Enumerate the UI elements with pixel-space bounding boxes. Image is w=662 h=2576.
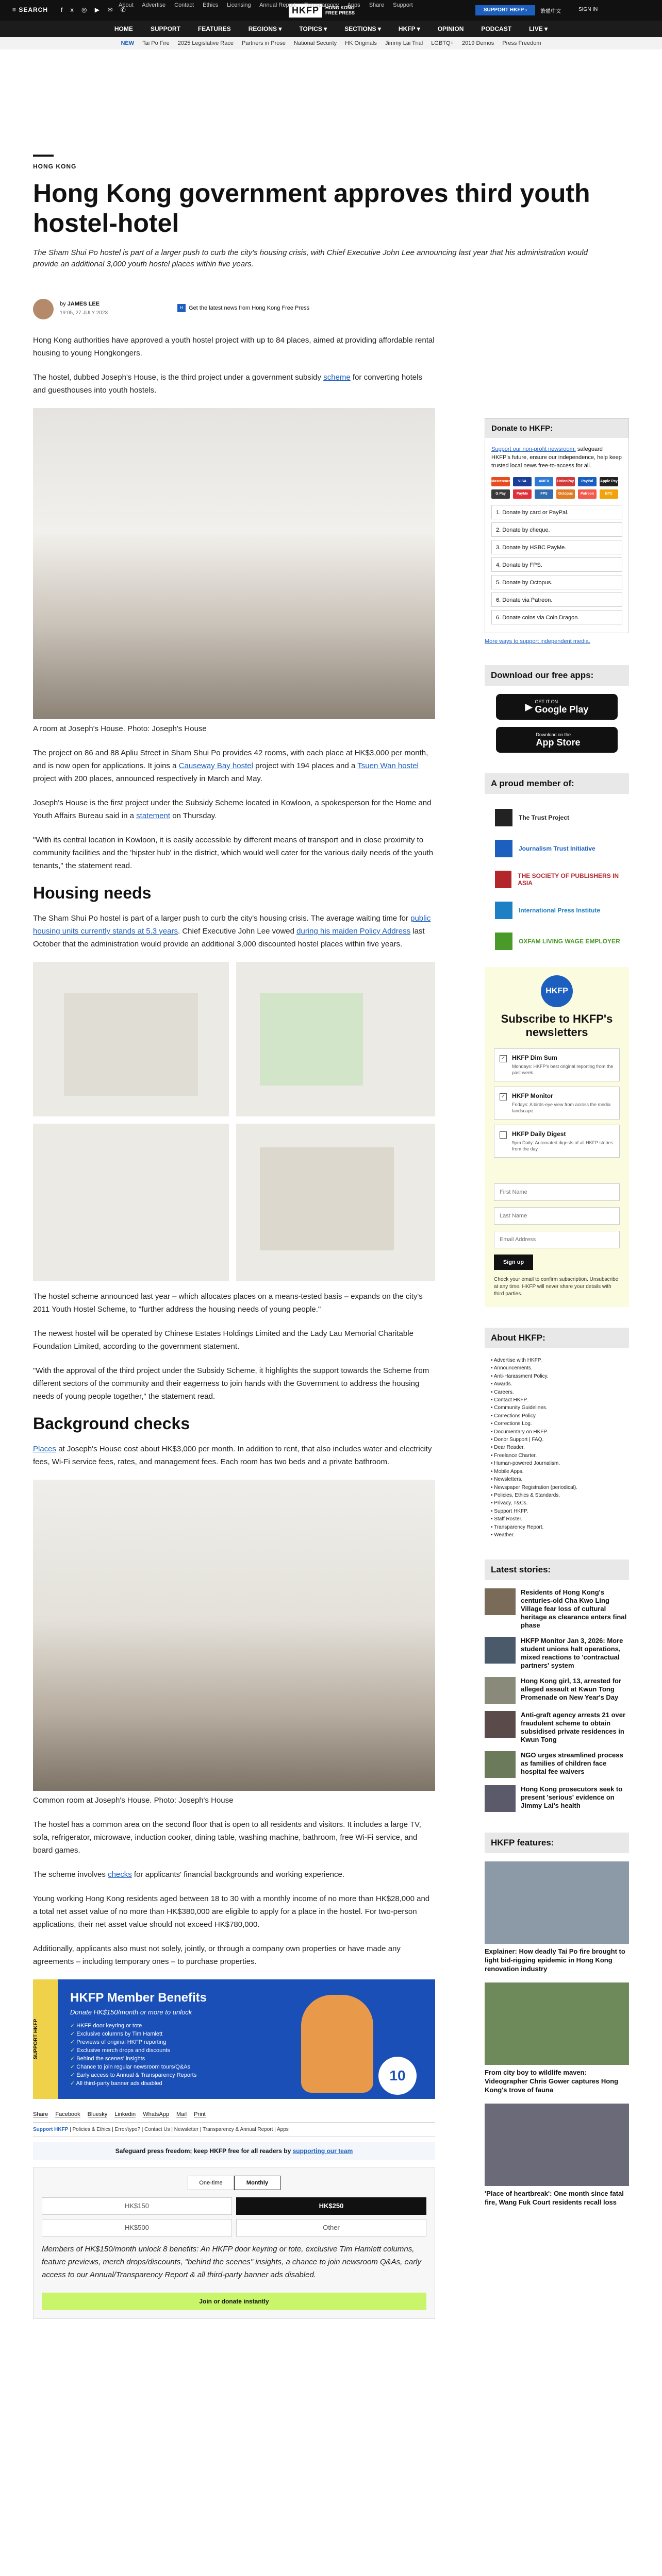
nav-home[interactable]: HOME [114, 25, 133, 32]
article-kicker[interactable]: HONG KONG [33, 163, 77, 170]
benefit-item: ✓ All third-party banner ads disabled [70, 2079, 196, 2088]
payment-method-icon: Patreon [578, 489, 597, 499]
paragraph: The Sham Shui Po hostel is part of a larger push to curb the city's housing crisis. The average waiting time for public housing units currently stands at 5.3 years. Chief Executive John Lee vowed during his maiden Policy Address last October that the administration would provide an additional 3,000 discounted hostel places within five years. [33, 914, 431, 948]
photo-caption: A room at Joseph's House. Photo: Joseph's House [33, 724, 207, 733]
about-link[interactable]: • Advertise with HKFP. [491, 1357, 629, 1364]
top-link-share[interactable]: Share [369, 2, 385, 8]
apps-title: Download our free apps: [485, 665, 629, 686]
author-avatar [33, 299, 54, 319]
member-logo-mark [495, 809, 512, 826]
member-logo-name: Journalism Trust Initiative [519, 845, 595, 852]
publish-date: 19:05, 27 JULY 2023 [60, 310, 108, 316]
about-link[interactable]: • Support HKFP. [491, 1507, 629, 1515]
story-thumbnail [485, 1677, 516, 1704]
newsletter-desc: 9pm Daily: Automated digests of all HKFP stories from the day. [512, 1140, 613, 1151]
member-logo[interactable] [485, 895, 629, 926]
support-team-link[interactable]: supporting our team [292, 2147, 353, 2155]
map-block [64, 993, 198, 1096]
benefits-side-label: SUPPORT HKFP [33, 1979, 58, 2099]
about-link[interactable]: • Corrections Policy. [491, 1412, 629, 1420]
subnav-item[interactable]: Jimmy Lai Trial [385, 40, 423, 46]
top-link-contact[interactable]: Contact [174, 2, 194, 8]
payment-method-icon: UnionPay [556, 477, 575, 486]
benefit-item: ✓ Exclusive columns by Tim Hamlett [70, 2030, 196, 2038]
story-title: HKFP Monitor Jan 3, 2026: More student unions halt operations, mixed reactions to 'contractual partners' system [521, 1637, 623, 1670]
sub-nav [0, 37, 662, 49]
map-block [260, 1147, 394, 1250]
features-title: HKFP features: [485, 1833, 629, 1853]
latest-story[interactable] [485, 1637, 629, 1670]
story-thumbnail [485, 1751, 516, 1778]
paragraph: Places at Joseph's House cost about HK$3,000 per month. In addition to rent, that also includes water and electricity fees, Wi-Fi service fees, rates, and management fees. Each room has two beds and a private bathroom. [33, 1445, 432, 1466]
story-title: Residents of Hong Kong's centuries-old Cha Kwo Ling Village fear loss of cultural heritage as clearance enters final phase [521, 1588, 627, 1630]
section-heading-housing: Housing needs [33, 884, 152, 902]
latest-story[interactable] [485, 1677, 629, 1704]
member-logo[interactable] [485, 926, 629, 957]
amount-option-selected[interactable]: HK$250 [236, 2197, 426, 2215]
nav-hkfp[interactable]: HKFP ▾ [398, 25, 420, 32]
feature-title: 'Place of heartbreak': One month since fatal fire, Wang Fuk Court residents recall loss [485, 2190, 624, 2207]
newsletter-options [494, 1048, 620, 1158]
newsletter-option[interactable] [494, 1048, 620, 1081]
social-icons[interactable]: f x ◎ ▶ ✉ ✆ [61, 6, 129, 13]
map-park [260, 993, 363, 1086]
donate-card [485, 418, 629, 633]
about-link[interactable]: • Weather. [491, 1531, 629, 1539]
newsletter-option[interactable] [494, 1125, 620, 1158]
kicker-divider [33, 155, 54, 157]
about-link[interactable]: • Announcements. [491, 1364, 629, 1372]
member-logo-mark [495, 840, 512, 857]
member-logo-name: OXFAM LIVING WAGE EMPLOYER [519, 938, 620, 945]
email-input[interactable] [494, 1231, 620, 1248]
newsletter-name: HKFP Daily Digest [512, 1130, 566, 1138]
location-map[interactable] [33, 962, 435, 1281]
share-label[interactable]: Share [33, 2111, 48, 2117]
article-body [33, 334, 435, 2319]
about-link[interactable]: • Transparency Report. [491, 1523, 629, 1531]
support-hkfp-button[interactable]: SUPPORT HKFP › [475, 5, 535, 15]
latest-stories [485, 1588, 629, 1812]
member-benefits-note: Members of HK$150/month unlock 8 benefits: An HKFP door keyring or tote, exclusive Tim Hamlett columns, feature previews, merch drops/discounts, "behind the scenes" insights, a chance to join newsroom Q&As, early access to our Annual/Transparency Report & all third-party banner ads disabled. [42, 2245, 422, 2279]
payment-method-icon: FPS [535, 489, 553, 499]
latest-story[interactable] [485, 1751, 629, 1778]
member-logo[interactable] [485, 864, 629, 895]
nav-topics[interactable]: TOPICS ▾ [299, 25, 327, 32]
member-logo-name: The Trust Project [519, 814, 570, 821]
donate-title: Donate to HKFP: [485, 419, 628, 438]
newsletter-signup [485, 967, 629, 1307]
about-link[interactable]: • Awards. [491, 1380, 629, 1388]
paragraph: The hostel, dubbed Joseph's House, is the third project under a government subsidy scheme for converting hotels and guesthouses into youth hostels. [33, 373, 422, 395]
about-link[interactable]: • Newsletters. [491, 1476, 629, 1483]
about-link[interactable]: • Mobile Apps. [491, 1468, 629, 1476]
paragraph: The hostel scheme announced last year – which allocates places on a means-tested basis – expands on the city's 2011 Youth Hostel Scheme, to "further address the housing needs of young people." [33, 1292, 423, 1314]
causeway-bay-link[interactable]: Causeway Bay hostel [178, 761, 253, 770]
member-logo-mark [495, 933, 512, 950]
paragraph: Young working Hong Kong residents aged between 18 to 30 with a monthly income of no more than HK$28,000 and a total net asset value of no more than HK$380,000 are eligible to apply for a place in the hostel. For two-person applications, their net asset value should not exceed HK$780,000. [33, 1894, 430, 1929]
top-link-ethics[interactable]: Ethics [203, 2, 219, 8]
benefit-item: ✓ HKFP door keyring or tote [70, 2022, 196, 2030]
logo-text: HONG KONG FREE PRESS [325, 5, 355, 15]
common-room-photo [33, 1480, 435, 1791]
about-link[interactable]: • Freelance Charter. [491, 1452, 629, 1460]
newsletter-option[interactable] [494, 1087, 620, 1120]
top-link-transparency[interactable]: Transparency [304, 2, 339, 8]
donate-intro: Support our non-profit newsroom: safeguard HKFP's future, ensure our independence, help keep trusted local news free-to-access for all. [491, 446, 622, 469]
main-nav [0, 21, 662, 37]
member-logo-name: International Press Institute [519, 907, 601, 914]
checks-link[interactable]: checks [108, 1870, 132, 1879]
sidebar [485, 418, 629, 2216]
member-title: A proud member of: [485, 773, 629, 794]
nav-opinion[interactable]: OPINION [437, 25, 464, 32]
policy-address-link[interactable]: during his maiden Policy Address [296, 927, 411, 936]
paragraph: The hostel has a common area on the second floor that is open to all residents and visitors. It includes a large TV, sofa, refrigerator, microwave, induction cooker, dining table, washing machine, bathroom, free Wi-Fi service, and board games. [33, 1820, 421, 1855]
app-store-badge[interactable]: Download on the App Store [496, 727, 618, 753]
paragraph: Joseph's House is the first project under the Subsidy Scheme located in Kowloon, a spokesperson for the Home and Youth Affairs Bureau said in a statement on Thursday. [33, 799, 432, 820]
newsletter-logo: HKFP [541, 975, 573, 1007]
about-link[interactable]: • Anti-Harassment Policy. [491, 1372, 629, 1380]
donation-amounts [42, 2197, 426, 2236]
language-link[interactable]: 繁體中文 [540, 9, 561, 14]
scheme-link[interactable]: scheme [323, 373, 351, 382]
payment-method-icon: Apple Pay [600, 477, 618, 486]
subnav-item[interactable]: LGBTQ+ [431, 40, 454, 46]
payment-method-icon: PayMe [513, 489, 532, 499]
payment-method-icon: BTC [600, 489, 618, 499]
benefits-subtitle: Donate HK$150/month or more to unlock [70, 2008, 192, 2016]
nav-sections[interactable]: SECTIONS ▾ [344, 25, 381, 32]
latest-story[interactable] [485, 1711, 629, 1744]
share-print[interactable]: Print [194, 2111, 206, 2117]
story-thumbnail [485, 1711, 516, 1738]
story-title: NGO urges streamlined process as families of children face hospital fee waivers [521, 1751, 623, 1776]
feature-image [485, 1982, 629, 2065]
payment-method-icon: Mastercard [491, 477, 510, 486]
feature-image [485, 1861, 629, 1944]
share-facebook[interactable]: Facebook [55, 2111, 80, 2117]
donate-option[interactable]: 2. Donate by cheque. [491, 522, 622, 537]
feature-title: Explainer: How deadly Tai Po fire brought to light bid-rigging epidemic in Hong Kong renovation industry [485, 1947, 625, 1973]
about-link[interactable]: • Policies, Ethics & Standards. [491, 1492, 629, 1499]
benefit-item: ✓ Chance to join regular newsroom tours/Q&As [70, 2063, 196, 2071]
tsuen-wan-link[interactable]: Tsuen Wan hostel [357, 761, 419, 770]
subnav-item[interactable]: Partners in Prose [241, 40, 286, 46]
feature-image [485, 2104, 629, 2186]
payment-method-icon: PayPal [578, 477, 597, 486]
photo-caption: Common room at Joseph's House. Photo: Joseph's House [33, 1796, 234, 1805]
member-logos [485, 802, 629, 957]
sign-in-link[interactable]: SIGN IN [578, 7, 598, 12]
story-title: Anti-graft agency arrests 21 over fraudulent scheme to obtain subsidised private residences in Kwun Tong [521, 1711, 626, 1744]
latest-story[interactable] [485, 1785, 629, 1812]
donation-frequency-toggle [42, 2176, 426, 2190]
paragraph: Hong Kong authorities have approved a youth hostel project with up to 84 places, aimed at providing affordable rental housing to young Hongkongers. [33, 336, 435, 358]
benefit-item: ✓ Behind the scenes' insights [70, 2055, 196, 2063]
article-headline: Hong Kong government approves third youth hostel-hotel [33, 179, 590, 238]
author-line: by JAMES LEE [60, 301, 100, 307]
google-play-badge[interactable]: ▶ GET IT ON Google Play [496, 694, 618, 720]
statement-link[interactable]: statement [136, 811, 171, 820]
share-whatsapp[interactable]: WhatsApp [143, 2111, 169, 2117]
member-logo[interactable] [485, 802, 629, 833]
amount-option-other[interactable]: Other [236, 2219, 426, 2236]
payment-methods [485, 475, 628, 505]
top-link-annual-report[interactable]: Annual Report [259, 2, 296, 8]
top-link-apps[interactable]: Apps [347, 2, 360, 8]
newsletter-checkbox[interactable]: ✓ [500, 1093, 507, 1100]
about-link[interactable]: • Contact HKFP. [491, 1396, 629, 1404]
subnav-item[interactable]: National Security [293, 40, 337, 46]
feature-title: From city boy to wildlife maven: Videographer Chris Gower captures Hong Kong's trove of fauna [485, 2069, 619, 2094]
about-link[interactable]: • Careers. [491, 1388, 629, 1396]
latest-title: Latest stories: [485, 1560, 629, 1580]
paragraph: "With its central location in Kowloon, it is easily accessible by different means of transport and in close proximity to community facilities and the 'hipster hub' in the district, which would well cater for the various daily needs of the youth tenants," the statement read. [33, 836, 434, 870]
donate-option[interactable]: 4. Donate by FPS. [491, 557, 622, 572]
last-name-input[interactable] [494, 1207, 620, 1225]
story-thumbnail [485, 1785, 516, 1812]
about-link[interactable]: • Corrections Log. [491, 1420, 629, 1428]
donate-option[interactable]: 6. Donate coins via Coin Dragon. [491, 610, 622, 624]
freq-one-time[interactable]: One-time [188, 2176, 234, 2190]
subnav-item[interactable]: 2025 Legislative Race [177, 40, 234, 46]
share-bluesky[interactable]: Bluesky [87, 2111, 108, 2117]
payment-method-icon: AMEX [535, 477, 553, 486]
top-links [119, 2, 420, 8]
map-road [229, 962, 236, 1281]
hkfp-app-icon: H [177, 304, 186, 312]
freq-monthly[interactable]: Monthly [234, 2176, 280, 2190]
top-link-licensing[interactable]: Licensing [227, 2, 251, 8]
support-newsroom-link[interactable]: Support our non-profit newsroom: [491, 446, 576, 452]
paragraph: The project on 86 and 88 Apliu Street in Sham Shui Po provides 42 rooms, with each place at HK$3,000 per month, and is now open for applications. It joins a Causeway Bay hostel project with 194 places and a Tsuen Wan hostel project with 200 places, announced respectively in March and May. [33, 749, 428, 783]
about-link[interactable]: • Dear Reader. [491, 1444, 629, 1451]
subnav-new-label: NEW [121, 40, 135, 46]
newsletter-desc: Fridays: A birds-eye view from across the media landscape. [512, 1102, 611, 1113]
about-link[interactable]: • Community Guidelines. [491, 1404, 629, 1412]
first-name-input[interactable] [494, 1183, 620, 1201]
payment-method-icon: VISA [513, 477, 532, 486]
benefits-list [70, 2022, 196, 2088]
about-list [485, 1357, 629, 1539]
subnav-item[interactable]: HK Originals [345, 40, 377, 46]
feature-story[interactable] [485, 2104, 629, 2207]
newsletter-name: HKFP Dim Sum [512, 1054, 557, 1061]
about-link[interactable]: • Newspaper Registration (periodical). [491, 1484, 629, 1492]
benefit-item: ✓ Exclusive merch drops and discounts [70, 2046, 196, 2055]
member-benefits-banner[interactable] [33, 1979, 435, 2099]
paragraph: "With the approval of the third project under the Subsidy Scheme, it highlights the support towards the Scheme from different sectors of the community and their eagerness to join hands with the Government to address the housing needs of young people together," the statement read. [33, 1366, 429, 1401]
subnav-item[interactable]: Tai Po Fire [142, 40, 170, 46]
feature-stories [485, 1861, 629, 2207]
about-link[interactable]: • Staff Roster. [491, 1515, 629, 1523]
share-mail[interactable]: Mail [176, 2111, 187, 2117]
story-title: Hong Kong girl, 13, arrested for alleged assault at Kwun Tong Promenade on New Year's Day [521, 1677, 622, 1702]
top-link-support[interactable]: Support [393, 2, 413, 8]
article-standfirst: The Sham Shui Po hostel is part of a larger push to curb the city's housing crisis, with Chief Executive John Lee announcing last year that his administration would provide an additional 3,000 youth hostel places within five years. [33, 248, 588, 268]
about-link[interactable]: • Donor Support | FAQ. [491, 1436, 629, 1444]
amount-option[interactable]: HK$500 [42, 2219, 232, 2236]
join-donate-button[interactable]: Join or donate instantly [42, 2293, 426, 2310]
feature-story[interactable] [485, 1982, 629, 2094]
logo-mark: HKFP [289, 4, 322, 18]
subnav-item[interactable]: Press Freedom [502, 40, 541, 46]
member-logo-mark [495, 871, 511, 888]
more-ways-link[interactable]: More ways to support independent media. [485, 638, 590, 645]
policy-links-bar[interactable]: Support HKFP | Policies & Ethics | Error/typo? | Contact Us | Newsletter | Transparency & Annual Report | Apps [33, 2122, 435, 2137]
benefits-title: HKFP Member Benefits [70, 1991, 207, 2005]
about-link[interactable]: • Privacy, T&Cs. [491, 1499, 629, 1507]
ten-year-badge: 10 [378, 2057, 417, 2095]
waiting-time-link[interactable]: public housing units currently stands at 5.3 years [33, 914, 431, 936]
nav-regions[interactable]: REGIONS ▾ [248, 25, 282, 32]
about-link[interactable]: • Human-powered Journalism. [491, 1460, 629, 1467]
safeguard-banner: Safeguard press freedom; keep HKFP free for all readers by supporting our team [33, 2142, 435, 2160]
newsletter-desc: Mondays: HKFP's best original reporting from the past week. [512, 1064, 614, 1075]
donate-option[interactable]: 3. Donate by HSBC PayMe. [491, 540, 622, 554]
donate-option[interactable]: 1. Donate by card or PayPal. [491, 505, 622, 519]
newsletter-title: Subscribe to HKFP's newsletters [501, 1012, 613, 1039]
nav-live[interactable]: LIVE ▾ [529, 25, 548, 32]
donate-option[interactable]: 5. Donate by Octopus. [491, 575, 622, 589]
latest-story[interactable] [485, 1588, 629, 1630]
nav-features[interactable]: FEATURES [197, 25, 231, 32]
amount-option[interactable]: HK$150 [42, 2197, 232, 2215]
member-logo-name: THE SOCIETY OF PUBLISHERS IN ASIA [518, 872, 619, 887]
newsletter-name: HKFP Monitor [512, 1092, 553, 1099]
story-thumbnail [485, 1588, 516, 1615]
member-logo[interactable] [485, 833, 629, 864]
benefit-item: ✓ Previews of original HKFP reporting [70, 2038, 196, 2046]
donate-widget [33, 2167, 435, 2319]
share-bar [33, 2111, 435, 2118]
donate-option[interactable]: 6. Donate via Patreon. [491, 592, 622, 607]
section-heading-background: Background checks [33, 1414, 190, 1433]
top-link-advertise[interactable]: Advertise [142, 2, 166, 8]
paragraph: Additionally, applicants also must not solely, jointly, or through a company own properties or have made any agreements – including temporary ones – to purchase properties. [33, 1944, 401, 1966]
deer-mascot-illustration [301, 1995, 373, 2093]
newsletter-note: Check your email to confirm subscription. Unsubscribe at any time. HKFP will never share your details with third parties. [494, 1277, 619, 1297]
paragraph: The scheme involves checks for applicants' financial backgrounds and working experience. [33, 1870, 345, 1879]
benefit-item: ✓ Early access to Annual & Transparency Reports [70, 2071, 196, 2079]
author-name[interactable]: JAMES LEE [67, 301, 100, 307]
about-title: About HKFP: [485, 1328, 629, 1348]
subnav-item[interactable]: 2019 Demos [461, 40, 494, 46]
hostel-room-photo [33, 408, 435, 719]
app-promo-link[interactable]: H Get the latest news from Hong Kong Free Press [177, 304, 309, 312]
feature-story[interactable] [485, 1861, 629, 1973]
story-thumbnail [485, 1637, 516, 1664]
newsletter-checkbox[interactable] [500, 1131, 507, 1139]
places-link[interactable]: Places [33, 1445, 57, 1453]
story-title: Hong Kong prosecutors seek to present 'serious' evidence on Jimmy Lai's health [521, 1785, 623, 1810]
newsletter-checkbox[interactable]: ✓ [500, 1055, 507, 1062]
about-link[interactable]: • Documentary on HKFP. [491, 1428, 629, 1436]
nav-support[interactable]: SUPPORT [150, 25, 180, 32]
share-linkedin[interactable]: Linkedin [114, 2111, 136, 2117]
member-logo-mark [495, 902, 512, 919]
sign-up-button[interactable]: Sign up [494, 1255, 533, 1270]
top-link-about[interactable]: About [119, 2, 134, 8]
payment-method-icon: G Pay [491, 489, 510, 499]
payment-method-icon: Octopus [556, 489, 575, 499]
search-button[interactable]: ≡ SEARCH [12, 6, 48, 13]
nav-podcast[interactable]: PODCAST [481, 25, 512, 32]
paragraph: The newest hostel will be operated by Chinese Estates Holdings Limited and the Lady Lau Memorial Charitable Foundation Limited, according to the government statement. [33, 1329, 413, 1351]
